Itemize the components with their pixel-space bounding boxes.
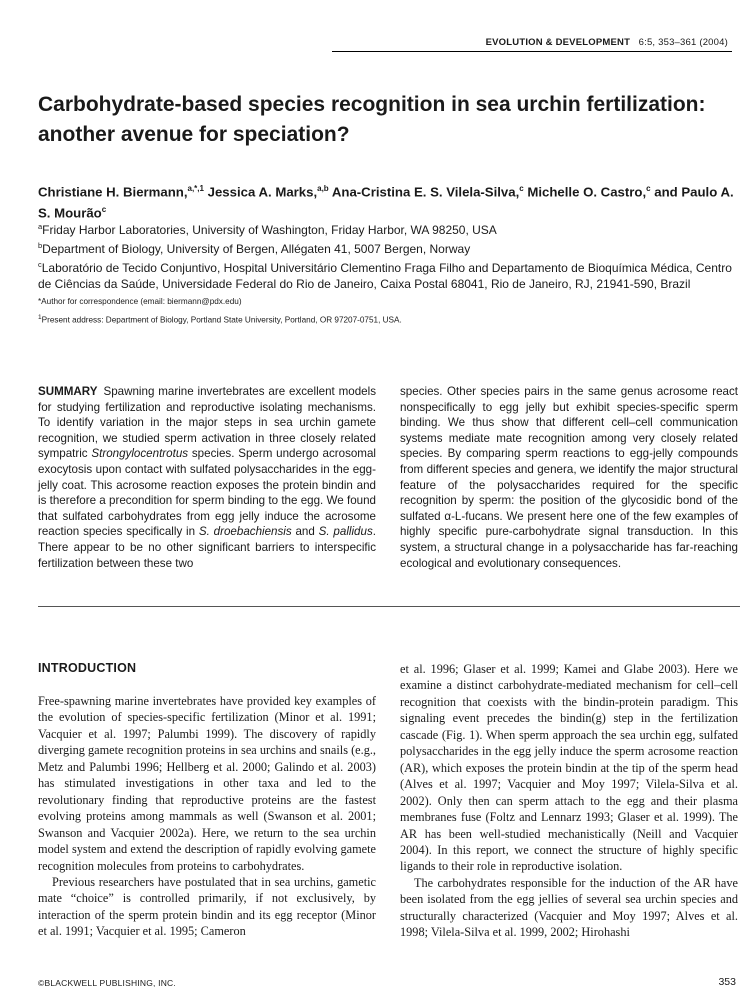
summary-label: SUMMARY bbox=[38, 385, 98, 398]
affiliation-text: Laboratório de Tecido Conjuntivo, Hospital Universitário Clementino Fraga Filho and Departamento de Bioquímica Médica, Centro de Ciências da Saúde, Universidade Federal do Rio de Janeiro, Caixa Postal 68041, Rio de Janeiro, RJ, 21941-590, Brazil bbox=[38, 261, 732, 291]
summary-text: Spawning marine invertebrates are excellent models for studying fertilization and reproductive isolating mechanisms. To identify variation in the major steps in sea urchin gamete recognition, we studied sperm activation in three closely related sympatric bbox=[38, 385, 376, 461]
body-right-column bbox=[400, 661, 738, 941]
author-name: Ana-Cristina E. S. Vilela-Silva, bbox=[331, 184, 520, 200]
author-name: Christiane H. Biermann, bbox=[38, 184, 188, 200]
affiliation-a bbox=[38, 219, 743, 238]
summary-text: and bbox=[291, 525, 319, 539]
correspondence-note: *Author for correspondence (email: biermann@pdx.edu) bbox=[38, 297, 242, 306]
summary-text: . There appear to be no other significant barriers to interspecific fertilization between these two bbox=[38, 525, 376, 570]
affiliation-text: Department of Biology, University of Bergen, Allégaten 41, 5007 Bergen, Norway bbox=[42, 242, 471, 256]
species-name: Strongylocentrotus bbox=[91, 447, 189, 461]
affiliation-c bbox=[38, 257, 743, 292]
summary-right-column: species. Other species pairs in the same genus acrosome react nonspecifically to egg jelly but exhibit species-specific sperm binding. We thus show that different cell–cell communication systems mediate mate recognition among very closely related species. By comparing sperm reactions to egg-jelly compounds from different species and genera, we identify the major structural feature of the polysaccharides required for the specific recognition by sperm: the position of the glycosidic bond of the sulfated α-L-fucans. We present here one of the few examples of highly specific pure-carbohydrate signal transduction. In this system, a structural change in a polysaccharide has far-reaching ecological and evolutionary consequences. bbox=[400, 385, 738, 570]
author-affiliation-marker: a,*,1 bbox=[187, 184, 204, 193]
present-address-note bbox=[38, 312, 743, 327]
affiliation-text: Friday Harbor Laboratories, University of Washington, Friday Harbor, WA 98250, USA bbox=[42, 223, 497, 237]
intro-paragraph-2: Previous researchers have postulated that in sea urchins, gametic mate “choice” is controlled primarily, if not exclusively, by interaction of the sperm protein bindin and its egg receptor (Minor et al. 1991; Vacquier et al. 1995; Cameron bbox=[38, 874, 376, 939]
intro-paragraph-4: The carbohydrates responsible for the induction of the AR have been isolated from the egg jellies of several sea urchin species and structurally characterized (Vacquier and Moy 1997; Alves et al. 1998; Vilela-Silva et al. 1999, 2002; Hirohashi bbox=[400, 875, 738, 940]
author-separator: and bbox=[650, 184, 682, 200]
journal-name: EVOLUTION & DEVELOPMENT bbox=[485, 37, 631, 48]
author-name: Paulo A. S. Mourão bbox=[38, 184, 734, 221]
summary-text: species. Sperm undergo acrosomal exocytosis upon contact with sulfated polysaccharides in the egg-jelly coat. This acrosome reaction exposes the protein bindin and is therefore a precondition for sperm binding to the egg. We found that sulfated carbohydrates from egg jelly induce the acrosome reaction species specifically in bbox=[38, 447, 376, 539]
page-number: 353 bbox=[718, 976, 736, 988]
intro-paragraph-1: Free-spawning marine invertebrates have provided key examples of the evolution of species-specific fertilization (Minor et al. 1991; Vacquier et al. 1997; Palumbi 1999). The discovery of rapidly diverging gamete recognition proteins in sea urchins and snails (e.g., Metz and Palumbi 1996; Hellberg et al. 2000; Galindo et al. 2003) has stimulated investigations in other taxa and led to the revolutionary finding that reproductive proteins are the fastest evolving proteins among mammals as well (Swanson et al. 2001; Swanson and Vacquier 2002a). Here, we return to the sea urchin model system and extend the description of rapidly evolving gamete recognition molecules from proteins to carbohydrates. bbox=[38, 694, 376, 873]
section-divider bbox=[38, 606, 740, 607]
author-affiliation-marker: c bbox=[519, 184, 524, 193]
note-marker: 1 bbox=[38, 314, 42, 321]
intro-paragraph-3: et al. 1996; Glaser et al. 1999; Kamei and Glabe 2003). Here we examine a distinct carbohydrate-mediated mechanism for cell–cell recognition that coexists with the bindin-protein paradigm. This signaling event precedes the bindin(g) step in the fertilization cascade (Fig. 1). When sperm approach the sea urchin egg, sulfated polysaccharides in the egg jelly induce the sperm acrosome reaction (AR), which exposes the protein bindin at the tip of the sperm head (Alves et al. 1997; Vacquier and Moy 1997; Vilela-Silva et al. 2002). Only then can sperm attach to the egg and their plasma membranes fuse (Foltz and Lennarz 1993; Glaser et al. 1999). The AR has been well-studied mechanistically (Neill and Vacquier 2004). In this report, we connect the structure of highly specific ligands to their role in reproductive isolation. bbox=[400, 662, 738, 874]
article-title: Carbohydrate-based species recognition in sea urchin fertilization: another avenue for speciation? bbox=[38, 93, 706, 146]
introduction-heading: INTRODUCTION bbox=[38, 661, 137, 675]
affiliation-marker: c bbox=[38, 260, 42, 269]
author-affiliation-marker: c bbox=[646, 184, 651, 193]
header-rule bbox=[332, 51, 732, 52]
running-header bbox=[486, 37, 728, 48]
species-name: S. droebachiensis bbox=[198, 525, 292, 539]
affiliation-marker: a bbox=[38, 222, 43, 231]
affiliations bbox=[38, 219, 743, 327]
author-list bbox=[38, 180, 738, 222]
author-affiliation-marker: c bbox=[101, 204, 107, 214]
author-name: Michelle O. Castro, bbox=[527, 184, 647, 200]
journal-citation: 6:5, 353–361 (2004) bbox=[638, 37, 728, 48]
affiliation-marker: b bbox=[38, 241, 43, 250]
summary-left-column bbox=[38, 384, 376, 571]
body-left-column bbox=[38, 693, 376, 940]
author-affiliation-marker: a,b bbox=[317, 184, 329, 193]
present-address-text: Present address: Department of Biology, Portland State University, Portland, OR 97207-0751, USA. bbox=[41, 315, 402, 325]
affiliation-b bbox=[38, 238, 743, 257]
species-name: S. pallidus bbox=[318, 525, 373, 539]
author-name: Jessica A. Marks, bbox=[207, 184, 318, 200]
publisher-footer: ©BLACKWELL PUBLISHING, INC. bbox=[38, 978, 176, 988]
